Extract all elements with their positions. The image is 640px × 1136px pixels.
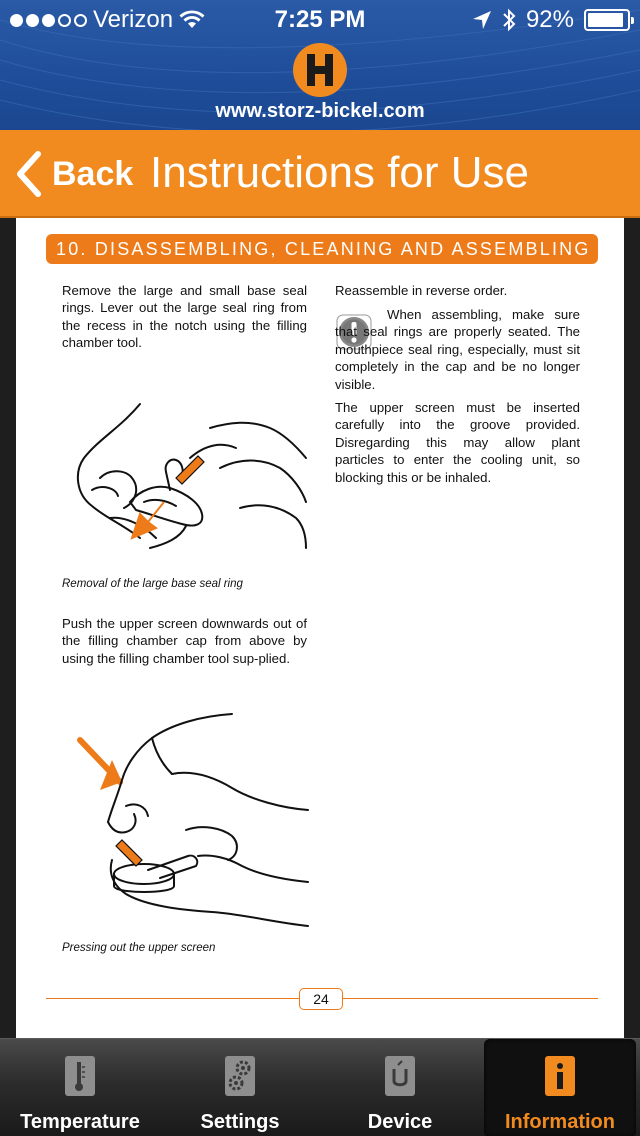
device-icon xyxy=(384,1055,416,1097)
seal-ring-removal-illustration xyxy=(70,398,310,558)
warning-text: When assembling, make sure that seal rings are properly seated. The mouthpiece seal ring, especially, must sit completely in the cap and be no longer visible. xyxy=(335,307,580,392)
battery-fill xyxy=(588,13,623,27)
info-icon xyxy=(544,1055,576,1097)
status-right xyxy=(472,6,630,34)
tab-label-temperature: Temperature xyxy=(20,1111,140,1133)
location-arrow-icon xyxy=(472,10,492,30)
right-paragraph-1: Reassemble in reverse order. xyxy=(335,283,508,298)
document-viewer[interactable] xyxy=(0,218,640,1038)
page-number: 24 xyxy=(299,988,343,1010)
page-title: Instructions for Use xyxy=(150,148,530,197)
carrier-name: Verizon xyxy=(93,6,174,33)
tab-temperature[interactable] xyxy=(0,1039,160,1136)
thermometer-icon xyxy=(64,1055,96,1097)
tab-device[interactable] xyxy=(320,1039,480,1136)
chevron-left-icon xyxy=(14,150,44,198)
left-paragraph-1: Remove the large and small base seal rings. Lever out the large seal ring from the recess in the notch using the filling chamber tool. xyxy=(62,283,307,351)
back-button[interactable] xyxy=(14,146,133,202)
tab-label-information: Information xyxy=(505,1111,615,1133)
top-banner xyxy=(0,0,640,130)
tab-information[interactable] xyxy=(484,1039,636,1136)
bluetooth-icon xyxy=(502,8,516,32)
left-paragraph-2: Push the upper screen downwards out of the filling chamber cap from above by using the filling chamber tool sup-plied. xyxy=(62,616,307,666)
battery-percent: 92% xyxy=(525,6,574,33)
tab-bar xyxy=(0,1038,640,1136)
back-label: Back xyxy=(52,154,134,193)
manual-page xyxy=(16,218,624,1038)
site-url: www.storz-bickel.com xyxy=(215,100,425,122)
caption-2: Pressing out the upper screen xyxy=(62,942,216,954)
right-paragraph-2: The upper screen must be inserted carefully into the groove provided. Disregarding this may allow plant particles to enter the cooling unit, so blocking this or be inhaled. xyxy=(335,400,580,485)
status-time: 7:25 PM xyxy=(274,6,366,33)
tab-label-device: Device xyxy=(367,1111,433,1133)
battery-icon xyxy=(584,9,630,31)
upper-screen-illustration xyxy=(52,710,310,936)
section-heading: 10. DISASSEMBLING, CLEANING AND ASSEMBLING xyxy=(46,234,598,264)
gears-icon xyxy=(224,1055,256,1097)
tab-label-settings: Settings xyxy=(200,1111,280,1133)
status-bar xyxy=(0,0,640,40)
storz-bickel-logo xyxy=(290,40,350,100)
navigation-bar xyxy=(0,130,640,218)
caption-1: Removal of the large base seal ring xyxy=(62,578,243,590)
tab-settings[interactable] xyxy=(160,1039,320,1136)
